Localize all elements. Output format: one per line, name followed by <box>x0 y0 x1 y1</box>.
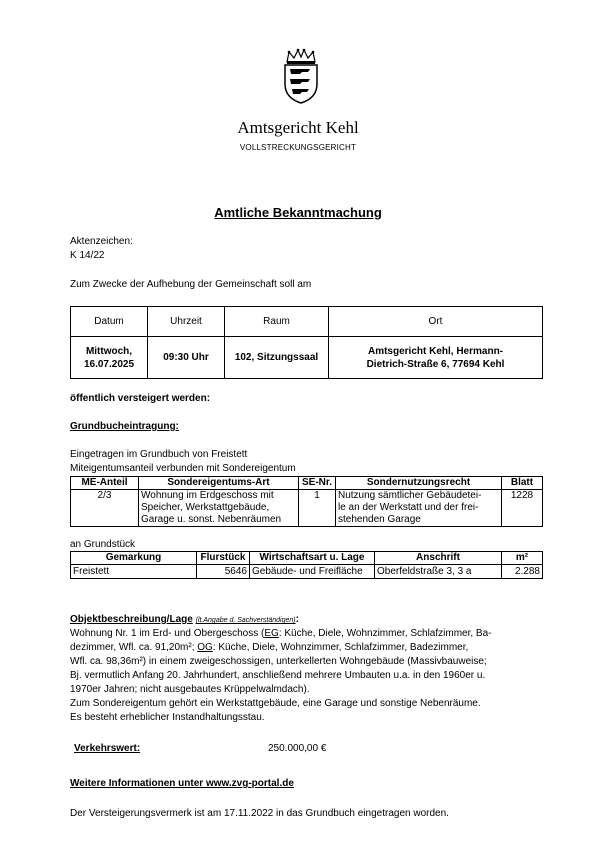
document-title: Amtliche Bekanntmachung <box>214 205 382 220</box>
more-info-link[interactable]: Weitere Informationen unter www.zvg-portal.de <box>70 778 294 789</box>
parcel-flurstueck: 5646 <box>197 565 250 579</box>
file-ref: K 14/22 <box>70 250 105 261</box>
parcel-flaeche: 2.288 <box>502 565 543 579</box>
schedule-header-place: Ort <box>329 307 543 337</box>
se-header-blatt: Blatt <box>502 477 543 490</box>
schedule-table <box>70 306 543 379</box>
parcel-wirtschaftsart: Gebäude- und Freifläche <box>250 565 375 579</box>
parcel-header-flurstueck: Flurstück <box>197 552 250 565</box>
se-header-nr: SE-Nr. <box>299 477 336 490</box>
sondereigentum-table <box>70 476 543 527</box>
parcel-header-flaeche: m² <box>502 552 543 565</box>
se-blatt: 1228 <box>502 490 543 527</box>
se-nr: 1 <box>299 490 336 527</box>
objekt-line2: dezimmer, Wfl. ca. 91,20m²; OG: Küche, Diele, Wohnzimmer, Schlafzimmer, Badezimmer, <box>70 642 469 653</box>
schedule-place: Amtsgericht Kehl, Hermann- Dietrich-Straße 6, 77694 Kehl <box>329 337 543 379</box>
se-header-anteil: ME-Anteil <box>71 477 139 490</box>
footer-note: Der Versteigerungsvermerk ist am 17.11.2022 in das Grundbuch eingetragen worden. <box>70 808 449 819</box>
se-sondernutzung: Nutzung sämtlicher Gebäudetei- le an der Werkstatt und der frei- stehenden Garage <box>336 490 502 527</box>
objekt-line7: Es besteht erheblicher Instandhaltungsstau. <box>70 712 265 723</box>
parcel-header-anschrift: Anschrift <box>375 552 502 565</box>
parcel-gemarkung: Freistett <box>71 565 197 579</box>
objekt-line6: Zum Sondereigentum gehört ein Werkstattgebäude, eine Garage und sonstige Nebenräume. <box>70 698 481 709</box>
parcel-header-wirtschaftsart: Wirtschaftsart u. Lage <box>250 552 375 565</box>
parcel-anschrift: Oberfeldstraße 3, 3 a <box>375 565 502 579</box>
parcel-header-gemarkung: Gemarkung <box>71 552 197 565</box>
schedule-header-room: Raum <box>225 307 329 337</box>
grundstueck-label: an Grundstück <box>70 539 136 550</box>
se-anteil: 2/3 <box>71 490 139 527</box>
objekt-line1: Wohnung Nr. 1 im Erd- und Obergeschoss (EG: Küche, Diele, Wohnzimmer, Schlafzimmer, Ba- <box>70 628 492 639</box>
file-ref-label: Aktenzeichen: <box>70 236 133 247</box>
coat-of-arms-logo <box>278 48 324 104</box>
se-header-art: Sondereigentums-Art <box>139 477 299 490</box>
grundbuch-line1: Eingetragen im Grundbuch von Freistett <box>70 449 248 460</box>
value-label: Verkehrswert: <box>74 743 141 754</box>
value-amount: 250.000,00 € <box>268 743 327 754</box>
court-subtitle: VOLLSTRECKUNGSGERICHT <box>239 143 357 152</box>
court-name: Amtsgericht Kehl <box>237 118 359 137</box>
objekt-line3: Wfl. ca. 98,36m²) in einem zweigeschossigen, unterkellerten Wohngebäude (Massivbauweise; <box>70 656 487 667</box>
grundbuch-line2: Miteigentumsanteil verbunden mit Sondereigentum <box>70 463 296 474</box>
objekt-heading-line: Objektbeschreibung/Lage (lt.Angabe d. Sachverständigen): <box>70 614 299 625</box>
schedule-header-date: Datum <box>71 307 148 337</box>
schedule-header-time: Uhrzeit <box>148 307 225 337</box>
objekt-line4: Bj. vermutlich Anfang 20. Jahrhundert, anschließend mehrere Umbauten u.a. in den 1960er u. <box>70 670 486 681</box>
auction-text: öffentlich versteigert werden: <box>70 393 211 404</box>
schedule-time: 09:30 Uhr <box>148 337 225 379</box>
schedule-room: 102, Sitzungssaal <box>225 337 329 379</box>
parcel-table <box>70 551 543 579</box>
grundbuch-heading: Grundbucheintragung: <box>70 421 179 432</box>
objekt-line5: 1970er Jahren; nicht ausgebautes Krüppelwalmdach). <box>70 684 310 695</box>
objekt-heading-note: (lt.Angabe d. Sachverständigen) <box>195 617 296 624</box>
objekt-heading: Objektbeschreibung/Lage <box>70 614 193 625</box>
se-header-sondernutzung: Sondernutzungsrecht <box>336 477 502 490</box>
intro-text: Zum Zwecke der Aufhebung der Gemeinschaft soll am <box>70 279 312 290</box>
se-art: Wohnung im Erdgeschoss mit Speicher, Werkstattgebäude, Garage u. sonst. Nebenräumen <box>139 490 299 527</box>
schedule-date: Mittwoch, 16.07.2025 <box>71 337 148 379</box>
